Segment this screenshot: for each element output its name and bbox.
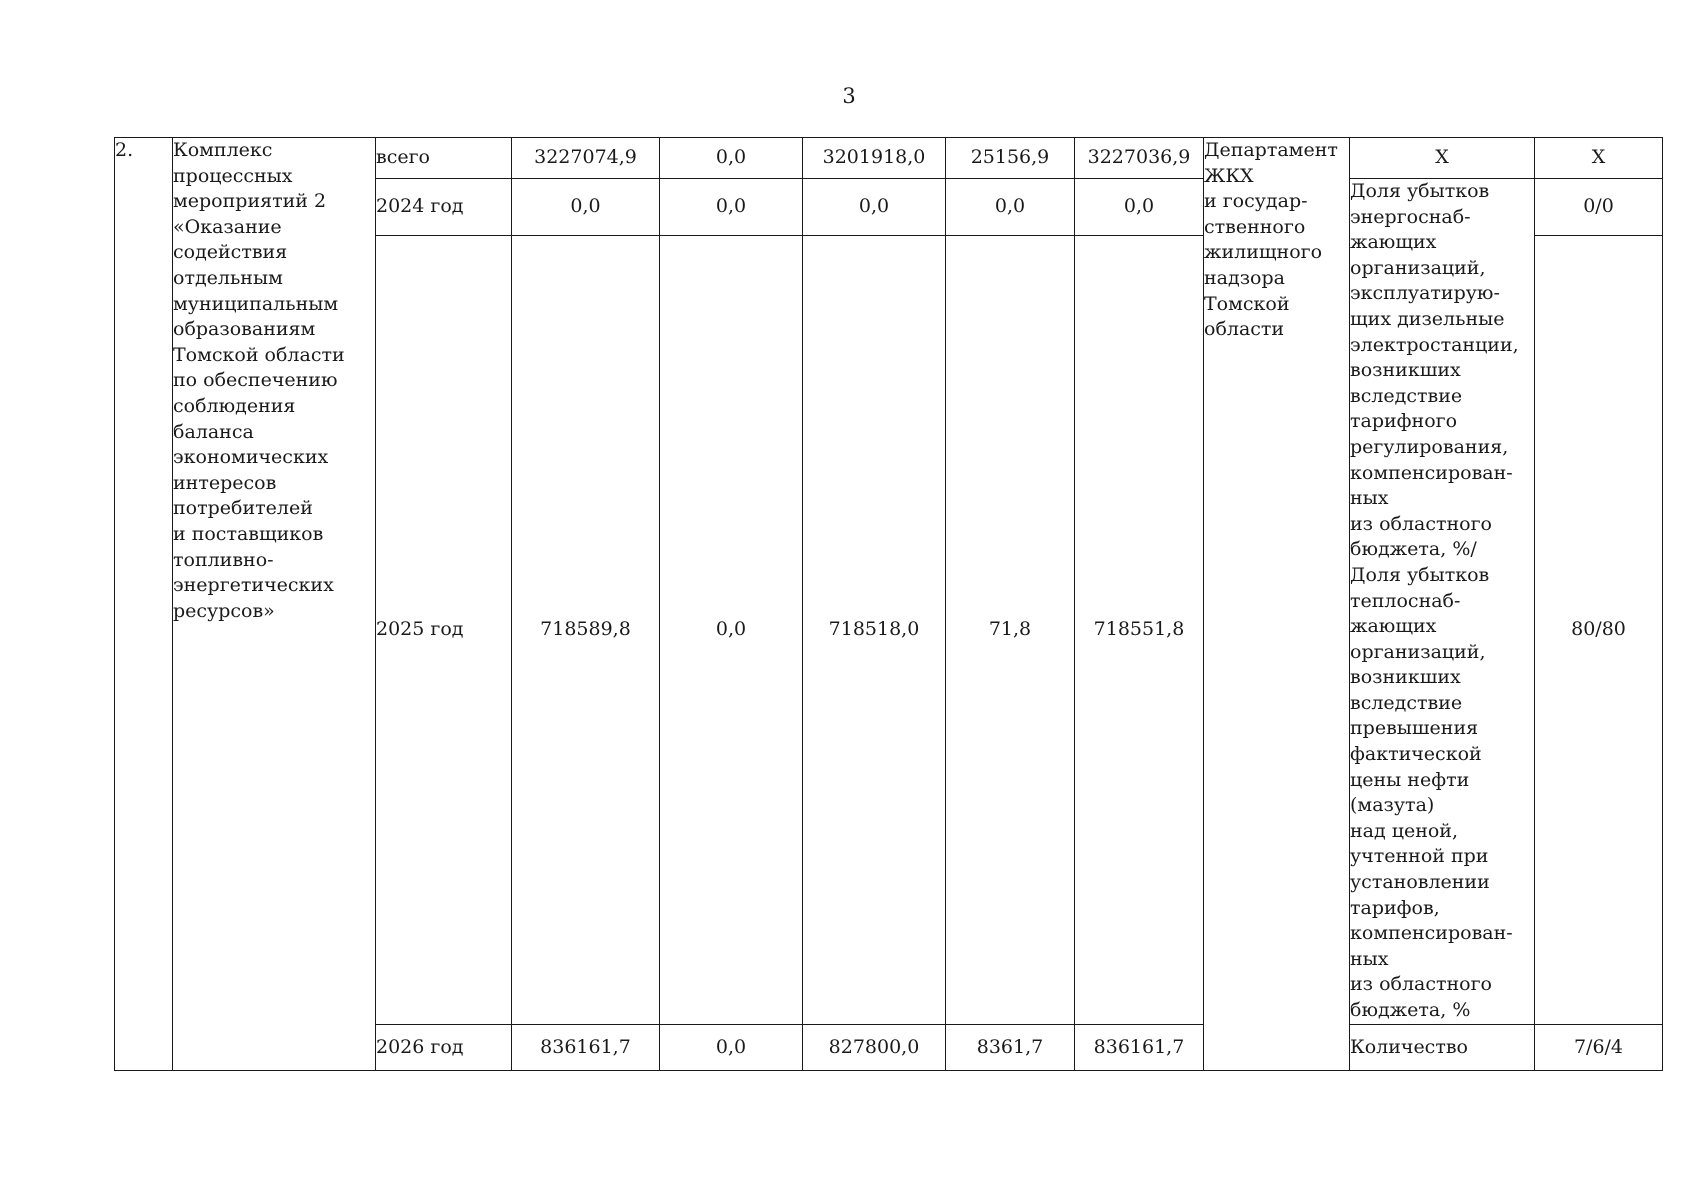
program-table xyxy=(114,137,1663,1071)
period-cell: 2025 год xyxy=(376,236,512,1025)
period-cell: 2026 год xyxy=(376,1025,512,1071)
amount-cell: 718518,0 xyxy=(803,236,946,1025)
indicator-name: Количество xyxy=(1350,1025,1535,1071)
amount-cell: 3201918,0 xyxy=(803,138,946,179)
amount-cell: 3227074,9 xyxy=(512,138,660,179)
period-cell: 2024 год xyxy=(376,179,512,236)
indicator-value: Х xyxy=(1535,138,1663,179)
indicator-value: 80/80 xyxy=(1535,236,1663,1025)
amount-cell: 0,0 xyxy=(803,179,946,236)
executor: Департамент ЖКХ и государ- ственного жилищного надзора Томской области xyxy=(1204,138,1350,1071)
amount-cell: 0,0 xyxy=(660,236,803,1025)
amount-cell: 25156,9 xyxy=(946,138,1075,179)
amount-cell: 0,0 xyxy=(660,179,803,236)
amount-cell: 0,0 xyxy=(512,179,660,236)
amount-cell: 0,0 xyxy=(1075,179,1204,236)
measure-name: Комплекс процессных мероприятий 2 «Оказание содействия отдельным муниципальным образованиям Томской области по обеспечению соблюдения баланса экономических интересов потребителей и поставщиков топливно- энергетических ресурсов» xyxy=(173,138,376,1071)
amount-cell: 8361,7 xyxy=(946,1025,1075,1071)
amount-cell: 0,0 xyxy=(660,1025,803,1071)
amount-cell: 0,0 xyxy=(946,179,1075,236)
amount-cell: 718589,8 xyxy=(512,236,660,1025)
page-number: 3 xyxy=(842,84,856,108)
indicator-name: Доля убытков энергоснаб- жающих организаций, эксплуатирую- щих дизельные электростанции, возникших вследствие тарифного регулирования, компенсирован- ных из областного бюджета, %/ Доля убытков теплоснаб- жающих организаций, возникших вследствие превышения фактической цены нефти (мазута) над ценой, учтенной при установлении тарифов, компенсирован- ных из областного бюджета, % xyxy=(1350,179,1535,1025)
row-index: 2. xyxy=(115,138,173,1071)
indicator-name: Х xyxy=(1350,138,1535,179)
table-row xyxy=(115,138,1663,179)
indicator-value: 7/6/4 xyxy=(1535,1025,1663,1071)
period-cell: всего xyxy=(376,138,512,179)
amount-cell: 0,0 xyxy=(660,138,803,179)
indicator-value: 0/0 xyxy=(1535,179,1663,236)
amount-cell: 827800,0 xyxy=(803,1025,946,1071)
amount-cell: 836161,7 xyxy=(1075,1025,1204,1071)
amount-cell: 836161,7 xyxy=(512,1025,660,1071)
amount-cell: 3227036,9 xyxy=(1075,138,1204,179)
amount-cell: 718551,8 xyxy=(1075,236,1204,1025)
amount-cell: 71,8 xyxy=(946,236,1075,1025)
